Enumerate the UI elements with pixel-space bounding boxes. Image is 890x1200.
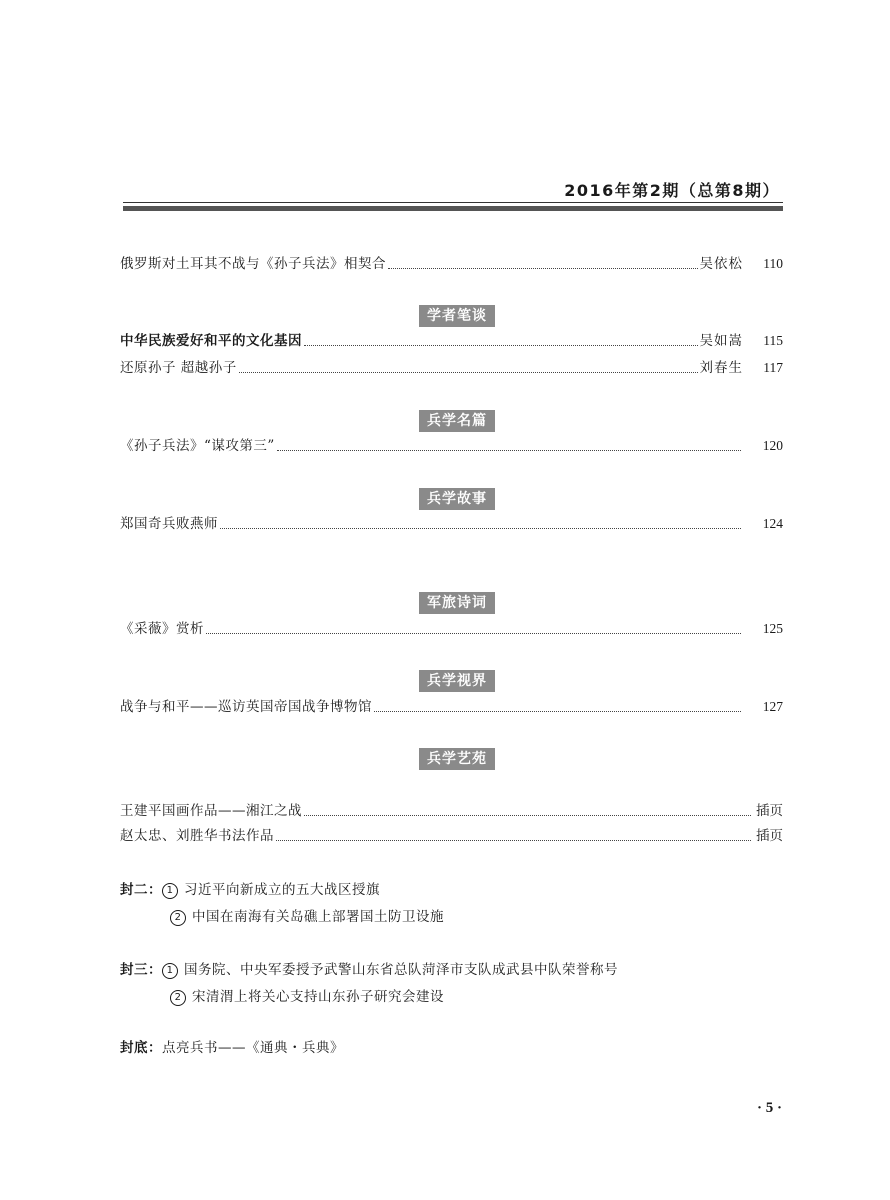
issue-header: 2016年第2期（总第8期）	[564, 181, 780, 200]
entry-page: 110	[763, 256, 783, 271]
toc-entry[interactable]	[120, 436, 783, 456]
toc-entry[interactable]	[120, 619, 783, 639]
cover-item-text: 点亮兵书——《通典・兵典》	[162, 1040, 344, 1056]
dot-leader	[220, 528, 741, 529]
entry-title: 战争与和平——巡访英国帝国战争博物馆	[120, 699, 372, 715]
entry-title: 中华民族爱好和平的文化基因	[120, 333, 302, 349]
cover-note-inside-front-2	[170, 905, 444, 926]
dot-leader	[304, 815, 751, 816]
cover-item-text: 习近平向新成立的五大战区授旗	[184, 882, 380, 898]
circled-number: 1	[162, 883, 178, 899]
dot-leader	[206, 633, 741, 634]
section-heading: 兵学故事	[419, 488, 495, 510]
dot-leader	[239, 372, 698, 373]
page-number: · 5 ·	[756, 1100, 782, 1116]
entry-title: 俄罗斯对土耳其不战与《孙子兵法》相契合	[120, 256, 386, 272]
circled-number: 2	[170, 910, 186, 926]
entry-page: 124	[762, 516, 783, 531]
header-rule-thin	[123, 202, 783, 203]
entry-page: 125	[762, 621, 783, 636]
circled-number: 1	[162, 963, 178, 979]
toc-entry[interactable]	[120, 358, 783, 378]
section-heading: 兵学艺苑	[419, 748, 495, 770]
entry-title: 《采薇》赏析	[120, 621, 204, 637]
entry-title: 赵太忠、刘胜华书法作品	[120, 828, 274, 844]
header-rule-thick	[123, 206, 783, 211]
cover-item-text: 国务院、中央军委授予武警山东省总队菏泽市支队成武县中队荣誉称号	[184, 962, 618, 978]
cover-label: 封二：	[120, 882, 162, 898]
cover-item-text: 中国在南海有关岛礁上部署国土防卫设施	[192, 909, 444, 925]
cover-note-inside-back-2	[170, 985, 444, 1006]
entry-page: 插页	[756, 828, 783, 843]
dot-leader	[374, 711, 741, 712]
dot-leader	[304, 345, 698, 346]
cover-note-back	[120, 1036, 344, 1056]
toc-entry[interactable]	[120, 697, 783, 717]
toc-entry[interactable]	[120, 514, 783, 534]
section-heading: 学者笔谈	[419, 305, 495, 327]
cover-note-inside-front	[120, 878, 380, 899]
entry-page: 117	[763, 360, 783, 375]
section-heading: 兵学视界	[419, 670, 495, 692]
cover-item-text: 宋清渭上将关心支持山东孙子研究会建设	[192, 989, 444, 1005]
entry-page: 127	[762, 699, 783, 714]
entry-page: 115	[763, 333, 783, 348]
entry-page: 120	[762, 438, 783, 453]
toc-entry[interactable]	[120, 826, 783, 846]
toc-entry[interactable]	[120, 801, 783, 821]
entry-title: 还原孙子 超越孙子	[120, 360, 237, 376]
entry-author: 吴依松	[699, 256, 743, 272]
toc-entry[interactable]	[120, 331, 783, 351]
entry-title: 《孙子兵法》“谋攻第三”	[120, 438, 275, 454]
entry-page: 插页	[756, 803, 783, 818]
dot-leader	[276, 840, 751, 841]
toc-entry[interactable]	[120, 254, 783, 274]
cover-label: 封三：	[120, 962, 162, 978]
section-heading: 军旅诗词	[419, 592, 495, 614]
entry-title: 王建平国画作品——湘江之战	[120, 803, 302, 819]
entry-author: 刘春生	[699, 360, 743, 376]
cover-note-inside-back	[120, 958, 618, 979]
dot-leader	[388, 268, 698, 269]
entry-title: 郑国奇兵败燕师	[120, 516, 218, 532]
entry-author: 吴如嵩	[699, 333, 743, 349]
section-heading: 兵学名篇	[419, 410, 495, 432]
dot-leader	[277, 450, 741, 451]
cover-label: 封底：	[120, 1040, 162, 1056]
circled-number: 2	[170, 990, 186, 1006]
